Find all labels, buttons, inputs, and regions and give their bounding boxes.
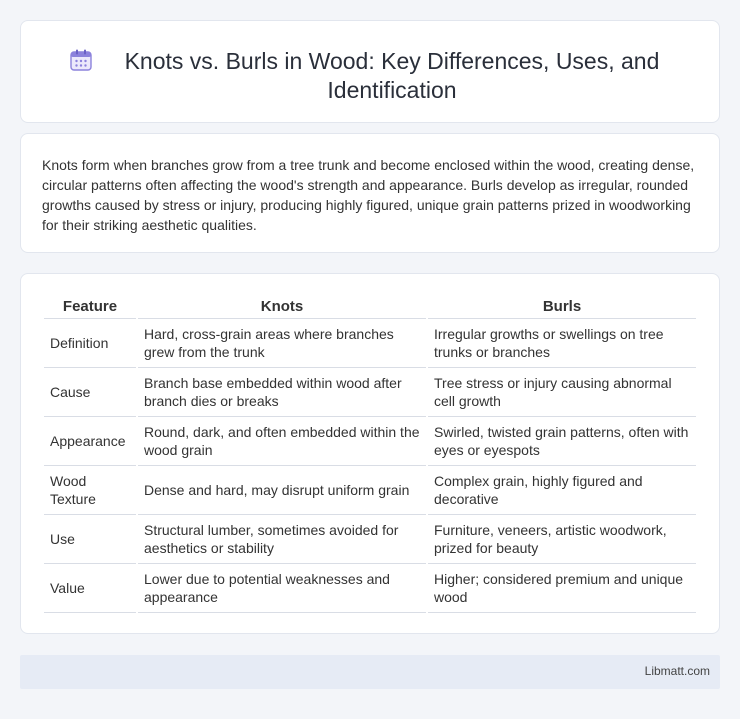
footer-brand[interactable]: Libmatt.com	[644, 664, 710, 678]
table-row	[44, 515, 696, 564]
header-knots: Knots	[138, 295, 426, 319]
row-burls: Swirled, twisted grain patterns, often with eyes or eyespots	[428, 417, 696, 466]
table-row	[44, 564, 696, 613]
calendar-icon	[68, 47, 94, 73]
row-feature: Value	[44, 564, 136, 613]
table-row	[44, 466, 696, 515]
intro-paragraph: Knots form when branches grow from a tree trunk and become enclosed within the wood, creating dense, circular patterns often affecting the wood's strength and appearance. Burls develop as irregular, rounded growths caused by stress or injury, producing highly figured, unique grain patterns prized in woodworking for their striking aesthetic qualities.	[42, 157, 695, 233]
row-feature: Cause	[44, 368, 136, 417]
row-burls: Irregular growths or swellings on tree trunks or branches	[428, 319, 696, 368]
row-knots: Dense and hard, may disrupt uniform grain	[138, 466, 426, 515]
row-burls: Complex grain, highly figured and decorative	[428, 466, 696, 515]
table-row	[44, 319, 696, 368]
row-knots: Round, dark, and often embedded within the wood grain	[138, 417, 426, 466]
header-feature: Feature	[44, 295, 136, 319]
footer-bar	[20, 655, 720, 689]
table-card	[20, 273, 720, 634]
title-wrap	[21, 21, 719, 105]
table-header-row	[44, 295, 696, 319]
intro-card	[20, 133, 720, 253]
row-knots: Hard, cross-grain areas where branches grew from the trunk	[138, 319, 426, 368]
row-feature: Definition	[44, 319, 136, 368]
row-feature: Wood Texture	[44, 466, 136, 515]
row-feature: Appearance	[44, 417, 136, 466]
row-knots: Lower due to potential weaknesses and appearance	[138, 564, 426, 613]
row-knots: Structural lumber, sometimes avoided for aesthetics or stability	[138, 515, 426, 564]
row-feature: Use	[44, 515, 136, 564]
page-title: Knots vs. Burls in Wood: Key Differences, Uses, and Identification	[124, 48, 660, 103]
comparison-table	[42, 295, 698, 613]
header-burls: Burls	[428, 295, 696, 319]
row-burls: Tree stress or injury causing abnormal cell growth	[428, 368, 696, 417]
title-card	[20, 20, 720, 123]
table-row	[44, 417, 696, 466]
row-burls: Higher; considered premium and unique wood	[428, 564, 696, 613]
table-row	[44, 368, 696, 417]
row-knots: Branch base embedded within wood after branch dies or breaks	[138, 368, 426, 417]
row-burls: Furniture, veneers, artistic woodwork, prized for beauty	[428, 515, 696, 564]
